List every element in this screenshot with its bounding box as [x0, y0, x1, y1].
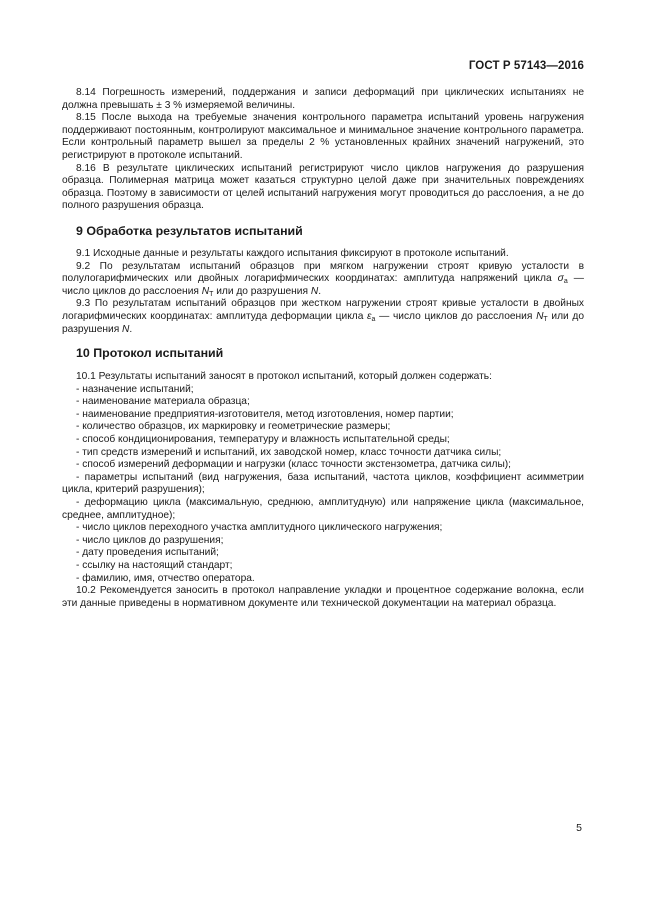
n-symbol: N [201, 285, 210, 297]
clause-9-2-text-a: 9.2 По результатам испытаний образцов при мягком нагружении строят кривую усталости в полулогарифмических или двойных логарифмических координатах: амплитуда напряжений цикла [62, 260, 584, 285]
section-9-title: 9 Обработка результатов испытаний [76, 223, 303, 238]
epsilon-symbol: ε [367, 310, 372, 322]
list-item: - ссылку на настоящий стандарт; [76, 560, 233, 571]
clause-10-1: 10.1 Результаты испытаний заносят в протокол испытаний, который должен содержать: [76, 371, 492, 383]
list-item: - деформацию цикла (максимальную, среднюю, амплитудную) или напряжение цикла (максимальное, среднее, амплитудное); [62, 497, 584, 521]
n-symbol: N [122, 323, 130, 335]
list-item: - наименование предприятия-изготовителя, метод изготовления, номер партии; [76, 408, 454, 420]
list-item: - назначение испытаний; [76, 383, 194, 395]
list-item: - фамилию, имя, отчество оператора. [76, 572, 255, 584]
sub-a: a [371, 315, 376, 323]
page-number: 5 [576, 822, 582, 834]
list-item: - число циклов до разрушения; [76, 534, 224, 546]
period: . [129, 323, 133, 335]
page-content [62, 87, 584, 610]
clause-9-3-text-b: — число циклов до расслоения [375, 310, 537, 322]
n-symbol: N [310, 285, 319, 297]
sub-t: Т [209, 290, 214, 298]
section-10-title: 10 Протокол испытаний [76, 346, 224, 361]
list-item: - число циклов переходного участка амплитудного циклического нагружения; [76, 522, 443, 534]
clause-9-3 [62, 298, 584, 336]
period: . [318, 285, 322, 297]
clause-9-3-text-c: или до разрушения [62, 310, 584, 335]
sigma-symbol: σ [557, 273, 564, 285]
clause-8-16: 8.16 В результате циклических испытаний регистрируют число циклов нагружения до разрушения образца. Полимерная матрица может казаться структурно целой даже при значительных повреждениях образца. Поэтому в зависимости от целей испытаний нагружения могут проводиться до расслоения, а не до полного разрушения образца. [62, 162, 584, 212]
list-item: - способ измерений деформации и нагрузки (класс точности экстензометра, датчика силы); [76, 459, 511, 471]
list-item: - дату проведения испытаний; [76, 547, 219, 559]
list-item: - количество образцов, их маркировку и геометрические размеры; [76, 421, 391, 433]
clause-10-2: 10.2 Рекомендуется заносить в протокол направление укладки и процентное содержание волокна, если эти данные приведены в нормативном документе или технической документации на материал образца. [62, 585, 584, 609]
clause-9-2-text-b: — число циклов до расслоения [62, 273, 584, 297]
clause-9-3-text-a: 9.3 По результатам испытаний образцов при жестком нагружении строят кривые усталости в двойных логарифмических координатах: амплитуда деформации цикла [62, 298, 584, 322]
document-code: ГОСТ Р 57143—2016 [468, 60, 584, 72]
clause-9-2-text-c: или до разрушения [213, 285, 311, 297]
list-item: - способ кондиционирования, температуру и влажность испытательной среды; [76, 434, 450, 446]
list-item: - параметры испытаний (вид нагружения, база испытаний, частота циклов, коэффициент асимметрии цикла, критерий разрушения); [62, 471, 584, 496]
sub-t: Т [543, 315, 548, 323]
clause-9-1: 9.1 Исходные данные и результаты каждого испытания фиксируют в протоколе испытаний. [76, 247, 509, 259]
list-item: - наименование материала образца; [76, 396, 250, 408]
n-symbol: N [536, 310, 544, 322]
list-item: - тип средств измерений и испытаний, их заводской номер, класс точности датчика силы; [76, 446, 502, 458]
clause-9-2 [62, 261, 584, 299]
clause-8-14: 8.14 Погрешность измерений, поддержания и записи деформаций при циклических испытаниях не должна превышать ± 3 % измеряемой величины. [62, 87, 584, 111]
sub-a: a [563, 278, 568, 286]
clause-8-15: 8.15 После выхода на требуемые значения контрольного параметра испытаний уровень нагружения поддерживают постоянным, контролируют максимальное и минимальное значение контрольного параметра. Если контрольный параметр вышел за пределы 2 % установленных крайних значений нагружений, это регистрируют в протоколе испытаний. [62, 112, 584, 161]
